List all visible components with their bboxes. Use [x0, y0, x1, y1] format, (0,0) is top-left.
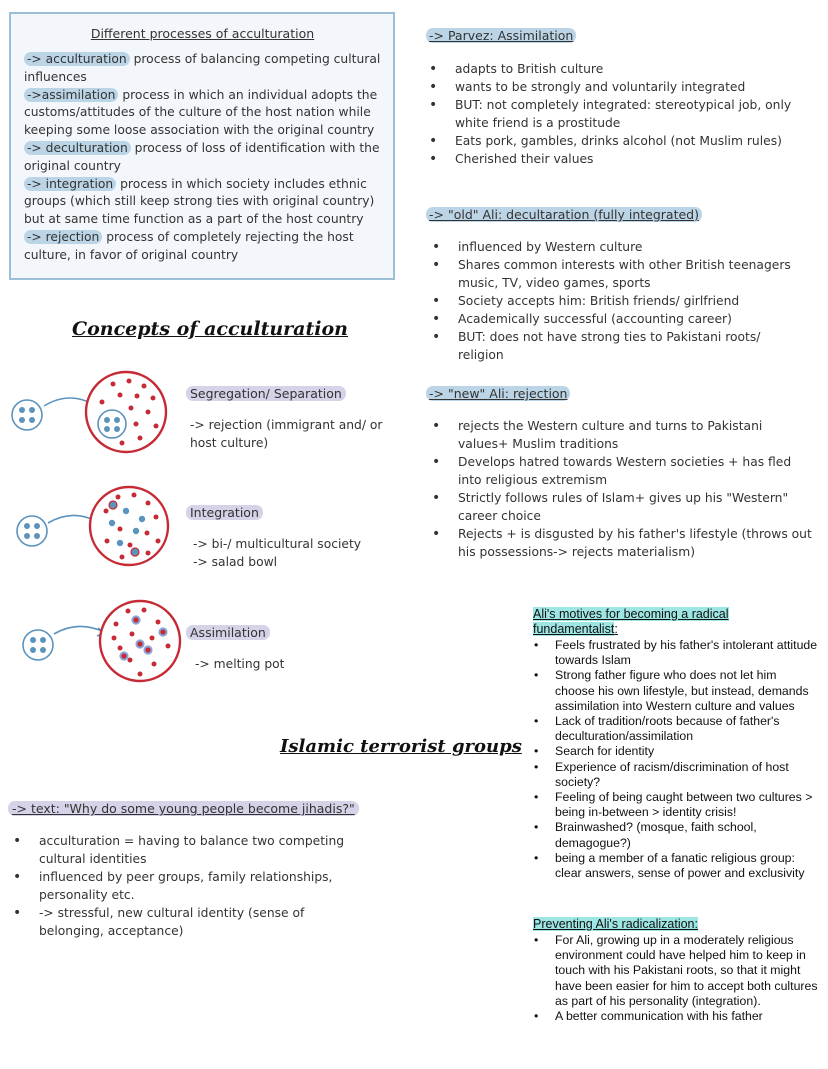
definitions-title: Different processes of acculturation — [90, 26, 315, 41]
list-item: • Rejects + is disgusted by his father's lifestyle (throws out his possessions-> rejects materialism) — [429, 525, 814, 561]
concept-desc-integration: -> bi-/ multicultural society -> salad bowl — [193, 537, 362, 569]
definition-assimilation: ->assimilation process in which an individual adopts the customs/attitudes of the culture of the host nation while keeping some loose association with the original country — [24, 87, 378, 138]
list-item: • Strong father figure who does not let him choose his own lifestyle, but instead, demands assimilation into Western culture and values — [533, 668, 818, 714]
host-society-circle — [90, 487, 168, 565]
motives-title: Ali's motives for becoming a radical fundamentalist: — [533, 607, 729, 636]
arrow-icon — [54, 626, 104, 634]
concept-label-assimilation: Assimilation — [186, 625, 270, 640]
list-item: • For Ali, growing up in a moderately religious environment could have helped him to keep in touch with his Pakistani roots, so that it might have been easier for him to accept both cultures as part of his personality (integration). — [533, 933, 818, 1009]
assimilation-diagram — [8, 598, 183, 688]
definition-rejection: -> rejection process of completely rejecting the host culture, in favor of original country — [24, 229, 354, 262]
arrow-icon — [48, 515, 96, 523]
list-item: • adapts to British culture — [426, 60, 806, 78]
definitions-box — [9, 12, 395, 280]
list-item: • Society accepts him: British friends/ girlfriend — [429, 292, 809, 310]
concept-desc-assimilation: -> melting pot — [195, 657, 285, 671]
terror-text-title: -> text: "Why do some young people become jihadis?" — [8, 801, 359, 816]
integration-diagram — [10, 485, 170, 575]
list-item: • Shares common interests with other British teenagers music, TV, video games, sports — [429, 256, 809, 292]
immigrant-group-circle — [17, 516, 47, 546]
preventing-bullet-list — [533, 933, 818, 1024]
list-item: • Develops hatred towards Western societies + has fled into religious extremism — [429, 453, 814, 489]
list-item: • Lack of tradition/roots because of father's deculturation/assimilation — [533, 714, 818, 744]
list-item: • Brainwashed? (mosque, faith school, demagogue?) — [533, 820, 818, 850]
new-ali-bullet-list — [429, 417, 814, 561]
list-item: • Experience of racism/discrimination of host society? — [533, 760, 818, 790]
host-society-circle — [86, 372, 166, 452]
list-item: • Cherished their values — [426, 150, 806, 168]
list-item: • BUT: not completely integrated: stereotypical job, only white friend is a prostitude — [426, 96, 806, 132]
old-ali-bullet-list — [429, 238, 809, 364]
terror-heading: Islamic terrorist groups — [280, 736, 522, 757]
list-item: • -> stressful, new cultural identity (sense of belonging, acceptance) — [10, 904, 355, 940]
list-item: • being a member of a fanatic religious group: clear answers, sense of power and exclusivity — [533, 851, 818, 881]
parvez-title: -> Parvez: Assimilation — [426, 28, 576, 43]
new-ali-title: -> "new" Ali: rejection — [426, 386, 570, 401]
list-item: • rejects the Western culture and turns to Pakistani values+ Muslim traditions — [429, 417, 814, 453]
list-item: • influenced by peer groups, family relationships, personality etc. — [10, 868, 355, 904]
list-item: • Eats pork, gambles, drinks alcohol (not Muslim rules) — [426, 132, 806, 150]
list-item: • Feels frustrated by his father's intolerant attitude towards Islam — [533, 638, 818, 668]
old-ali-title: -> "old" Ali: decultaration (fully integrated) — [426, 207, 702, 222]
immigrant-group-circle — [23, 630, 53, 660]
list-item: • BUT: does not have strong ties to Pakistani roots/ religion — [429, 328, 809, 364]
list-item: • Academically successful (accounting career) — [429, 310, 809, 328]
definition-deculturation: -> deculturation process of loss of identification with the original country — [24, 140, 380, 173]
concept-label-segregation: Segregation/ Separation — [186, 386, 346, 401]
parvez-bullet-list — [426, 60, 806, 168]
terror-bullet-list — [10, 832, 355, 940]
list-item: • influenced by Western culture — [429, 238, 809, 256]
motives-bullet-list — [533, 638, 818, 881]
list-item: • A better communication with his father — [533, 1009, 818, 1024]
list-item: • Feeling of being caught between two cultures > being in-between > identity crisis! — [533, 790, 818, 820]
definition-acculturation: -> acculturation process of balancing competing cultural influences — [24, 52, 381, 84]
preventing-title: Preventing Ali's radicalization: — [533, 917, 698, 931]
list-item: • Strictly follows rules of Islam+ gives up his "Western" career choice — [429, 489, 814, 525]
concept-desc-segregation: -> rejection (immigrant and/ or host culture) — [190, 418, 383, 450]
segregation-diagram — [8, 368, 168, 458]
list-item: • acculturation = having to balance two competing cultural identities — [10, 832, 355, 868]
concept-label-integration: Integration — [186, 505, 263, 520]
definition-integration: -> integration process in which society includes ethnic groups (which still keep strong ties with original country) but at same time function as a part of the host country — [24, 176, 375, 227]
list-item: • Search for identity — [533, 744, 818, 759]
concepts-heading: Concepts of acculturation — [72, 318, 348, 340]
list-item: • wants to be strongly and voluntarily integrated — [426, 78, 806, 96]
immigrant-group-circle — [12, 400, 42, 430]
